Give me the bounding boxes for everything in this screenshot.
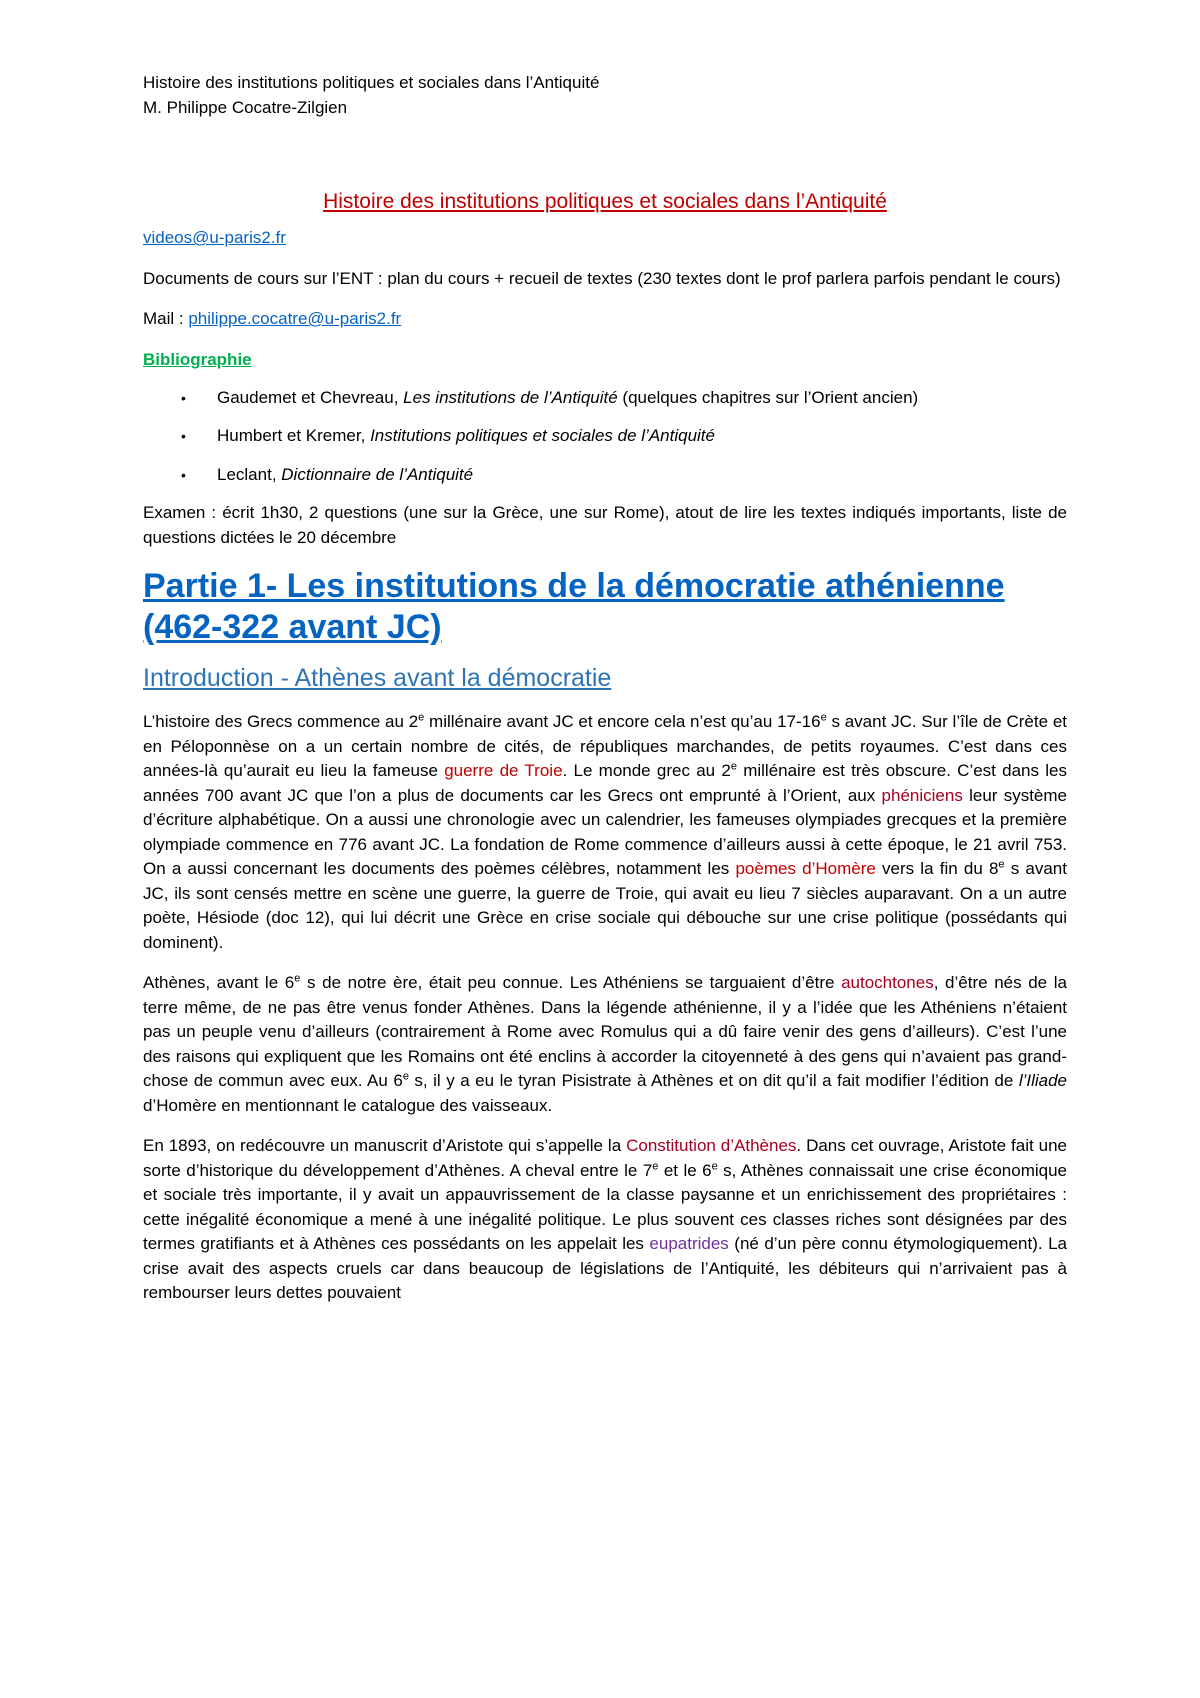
video-email-link[interactable]: videos@u-paris2.fr: [143, 228, 286, 247]
highlight-term: phéniciens: [881, 785, 963, 805]
header-course-title: Histoire des institutions politiques et sociales dans l’Antiquité: [143, 73, 600, 92]
bibliography-author: Gaudemet et Chevreau,: [217, 387, 404, 407]
bibliography-note: (quelques chapitres sur l’Orient ancien): [617, 387, 919, 407]
highlight-term: poèmes d’Homère: [735, 859, 876, 878]
bibliography-author: Leclant,: [217, 464, 282, 484]
header-professor: M. Philippe Cocatre-Zilgien: [143, 98, 348, 117]
bibliography-author: Humbert et Kremer,: [217, 426, 371, 445]
list-item: [143, 424, 1067, 449]
paragraph-greek-history: L’histoire des Grecs commence au 2e millénaire avant JC et encore cela n’est qu’au 17-16e s avant JC. Sur l’île de Crète et en Péloponnèse on a un certain nombre de cités, de républiques marchandes, de petits royaumes. C’est dans ces années-là qu’aurait eu lieu la fameuse guerre de Troie. Le monde grec au 2e millénaire est très obscure. C’est dans les années 700 avant JC que l’on a plus de documents car les Grecs ont emprunté à l’Orient, aux phéniciens leur système d’écriture alphabétique. On a aussi une chronologie avec un calendrier, les fameuses olympiades grecques et la première olympiade commence en 776 avant JC. La fondation de Rome commence d’ailleurs aussi à cette époque, le 21 avril 753. On a aussi concernant les documents des poèmes célèbres, notamment les poèmes d’Homère vers la fin du 8e s avant JC, ils sont censés mettre en scène une guerre, la guerre de Troie, qui avait eu lieu 7 siècles auparavant. On a un autre poète, Hésiode (doc 12), qui lui décrit une Grèce en crise sociale qui débouche sur une crise politique (possédants qui dominent).: [143, 711, 1067, 952]
video-email-paragraph: [143, 226, 1067, 251]
bibliography-heading: Bibliographie: [143, 349, 252, 369]
list-item: [143, 386, 1067, 411]
bibliography-work: Institutions politiques et sociales de l’Antiquité: [370, 426, 715, 445]
paragraph-aristotle: En 1893, on redécouvre un manuscrit d’Aristote qui s’appelle la Constitution d’Athènes. Dans cet ouvrage, Aristote fait une sorte d’historique du développement d’Athènes. A cheval entre le 7e et le 6e s, Athènes connaissait une crise économique et sociale très importante, il y avait un appauvrissement de la classe paysanne et un enrichissement des propriétaires : cette inégalité économique a mené à une inégalité politique. Le plus souvent ces classes riches sont désignées par des termes gratifiants et à Athènes ces possédants on les appelait les eupatrides (né d’un père connu étymologiquement). La crise avait des aspects cruels car dans beaucoup de législations de l’Antiquité, les débiteurs qui n’arrivaient pas à rembourser leurs dettes pouvaient: [143, 1136, 1067, 1302]
highlight-term: eupatrides: [649, 1234, 729, 1253]
mail-label: Mail :: [143, 309, 189, 328]
bibliography-list: [143, 386, 1067, 488]
highlight-term: guerre de Troie: [444, 761, 563, 780]
bibliography-work: Dictionnaire de l’Antiquité: [281, 464, 474, 484]
highlight-term: autochtones: [841, 973, 934, 992]
bibliography-work: Les institutions de l’Antiquité: [403, 387, 618, 407]
list-item: [143, 463, 1067, 488]
paragraph-athens-origins: Athènes, avant le 6e s de notre ère, était peu connue. Les Athéniens se targuaient d’être autochtones, d’être nés de la terre même, de ne pas être venus fonder Athènes. Dans la légende athénienne, il y a l’idée que les Athéniens n’étaient pas un peuple venu d’ailleurs (contrairement à Rome avec Romulus qui a dû faire venir des gens d’ailleurs). C’est l’une des raisons qui expliquent que les Romains ont été enclins à accorder la citoyenneté à des gens qui n’avaient pas grand-chose de commun avec eux. Au 6e s, il y a eu le tyran Pisistrate à Athènes et on dit qu’il a fait modifier l’édition de l’Iliade d’Homère en mentionnant le catalogue des vaisseaux.: [143, 972, 1068, 1115]
documents-paragraph: Documents de cours sur l’ENT : plan du cours + recueil de textes (230 textes dont le prof parlera parfois pendant le cours): [143, 268, 1061, 288]
part-heading: Partie 1- Les institutions de la démocratie athénienne (462-322 avant JC): [143, 567, 1005, 646]
bullet-icon: •: [181, 428, 186, 444]
exam-paragraph: Examen : écrit 1h30, 2 questions (une sur la Grèce, une sur Rome), atout de lire les textes indiqués importants, liste de questions dictées le 20 décembre: [143, 503, 1067, 547]
bullet-icon: •: [181, 389, 186, 406]
document-title: Histoire des institutions politiques et sociales dans l’Antiquité: [323, 190, 887, 213]
highlight-term: Constitution d’Athènes: [626, 1136, 797, 1155]
bullet-icon: •: [181, 466, 186, 483]
mail-paragraph: [143, 307, 1067, 332]
mail-link[interactable]: philippe.cocatre@u-paris2.fr: [188, 309, 402, 328]
section-heading: Introduction - Athènes avant la démocratie: [143, 664, 612, 692]
